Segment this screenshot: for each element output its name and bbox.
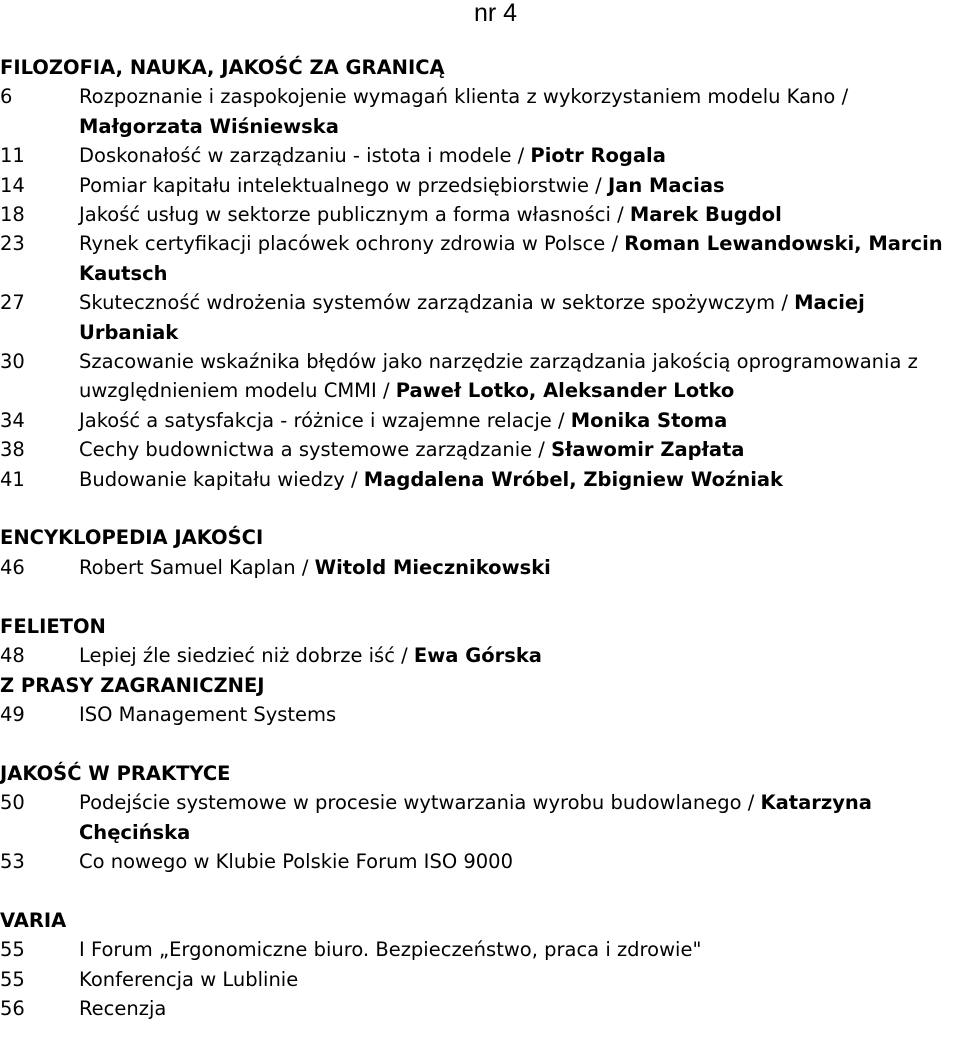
page-number: 53 (0, 849, 25, 873)
spacer (0, 876, 958, 905)
article-author: Małgorzata Wiśniewska (79, 114, 339, 138)
section-heading: ENCYKLOPEDIA JAKOŚCI (0, 526, 264, 550)
article-title: Konferencja w Lublinie (79, 967, 299, 991)
toc-entry (0, 465, 958, 494)
page-number: 38 (0, 438, 25, 462)
toc-entry (0, 200, 958, 229)
article-title: Doskonałość w zarządzaniu - istota i modele / (79, 144, 531, 168)
page-number: 46 (0, 555, 25, 579)
article-author: Katarzyna Chęcińska (79, 791, 872, 844)
toc-entry (0, 847, 958, 876)
page-number: 11 (0, 144, 25, 168)
section-heading: FELIETON (0, 614, 106, 638)
entry-text (79, 788, 958, 847)
entry-text (79, 935, 958, 964)
page-number: 55 (0, 967, 25, 991)
article-author: Sławomir Zapłata (551, 438, 745, 462)
entry-text (79, 965, 958, 994)
page-number: 30 (0, 350, 25, 374)
page-number: 55 (0, 938, 25, 962)
article-author: Jan Macias (607, 173, 725, 197)
toc-entry (0, 406, 958, 435)
page-number: 48 (0, 644, 25, 668)
section-heading: FILOZOFIA, NAUKA, JAKOŚĆ ZA GRANICĄ (0, 56, 445, 79)
toc-entry (0, 994, 958, 1023)
toc-entry (0, 347, 958, 406)
toc-entry (0, 141, 958, 170)
article-title: Jakość a satysfakcja - różnice i wzajemne relacje / (79, 408, 571, 432)
toc-entry (0, 171, 958, 200)
entry-text (79, 288, 958, 347)
toc-entry (0, 641, 958, 670)
page-number: 34 (0, 408, 25, 432)
entry-text (79, 200, 958, 229)
toc-entry (0, 288, 958, 347)
article-title: Budowanie kapitału wiedzy / (79, 467, 364, 491)
article-title: Co nowego w Klubie Polskie Forum ISO 9000 (79, 849, 513, 873)
article-title: Pomiar kapitału intelektualnego w przedsiębiorstwie / (79, 173, 608, 197)
section-varia (0, 906, 958, 1024)
toc-entry (0, 229, 958, 288)
spacer (0, 494, 958, 523)
toc-entry (0, 82, 958, 141)
section-heading: JAKOŚĆ W PRAKTYCE (0, 761, 231, 785)
page-number: 49 (0, 702, 25, 726)
entry-text (79, 171, 958, 200)
article-title: Podejście systemowe w procesie wytwarzania wyrobu budowlanego / (79, 791, 761, 815)
entry-text (79, 847, 958, 876)
page-number: 50 (0, 791, 25, 815)
article-author: Maciej Urbaniak (79, 291, 865, 344)
article-title: Rynek certyfikacji placówek ochrony zdrowia w Polsce / (79, 232, 625, 256)
entry-text (79, 641, 958, 670)
page-number: 23 (0, 232, 25, 256)
article-title: Recenzja (79, 996, 167, 1020)
entry-text (79, 406, 958, 435)
issue-number: nr 4 (474, 0, 518, 27)
section-heading: VARIA (0, 908, 67, 932)
entry-text (79, 82, 958, 141)
toc-entry (0, 700, 958, 729)
entry-text (79, 994, 958, 1023)
article-author: Marek Bugdol (629, 203, 782, 227)
article-title: Rozpoznanie i zaspokojenie wymagań klienta z wykorzystaniem modelu Kano / (79, 85, 849, 109)
article-title: Cechy budownictwa a systemowe zarządzanie / (79, 438, 552, 462)
article-author: Ewa Górska (413, 644, 542, 668)
entry-text (79, 141, 958, 170)
article-author: Roman Lewandowski, Marcin Kautsch (79, 232, 943, 285)
section-filozofia (0, 53, 958, 494)
entry-text (79, 553, 958, 582)
section-felieton (0, 612, 958, 671)
page-number: 56 (0, 996, 25, 1020)
entry-text (79, 347, 958, 406)
article-author: Magdalena Wróbel, Zbigniew Woźniak (363, 467, 784, 491)
article-title: I Forum „Ergonomiczne biuro. Bezpieczeństwo, praca i zdrowie" (79, 938, 702, 962)
section-prasa-zagraniczna (0, 671, 958, 730)
entry-text (79, 435, 958, 464)
spacer (0, 582, 958, 611)
toc-entry (0, 788, 958, 847)
page-number: 6 (0, 85, 13, 109)
toc-entry (0, 935, 958, 964)
section-encyklopedia (0, 523, 958, 582)
article-author: Witold Miecznikowski (314, 555, 551, 579)
article-author: Monika Stoma (570, 408, 728, 432)
article-title: Robert Samuel Kaplan / (79, 555, 315, 579)
page-number: 27 (0, 291, 25, 315)
table-of-contents (0, 53, 958, 1023)
page-number: 41 (0, 467, 25, 491)
section-jakosc-w-praktyce (0, 759, 958, 877)
article-title: Skuteczność wdrożenia systemów zarządzania w sektorze spożywczym / (79, 291, 795, 315)
article-author: Paweł Lotko, Aleksander Lotko (395, 379, 735, 403)
entry-text (79, 229, 958, 288)
page-number: 18 (0, 203, 25, 227)
article-title: Lepiej źle siedzieć niż dobrze iść / (79, 644, 414, 668)
toc-entry (0, 965, 958, 994)
spacer (0, 729, 958, 758)
toc-entry (0, 435, 958, 464)
article-author: Piotr Rogala (530, 144, 666, 168)
article-title: ISO Management Systems (79, 702, 337, 726)
page-number: 14 (0, 173, 25, 197)
article-title: Szacowanie wskaźnika błędów jako narzędzie zarządzania jakością oprogramowania z uwzględnieniem modelu CMMI / (79, 350, 918, 403)
entry-text (79, 465, 958, 494)
toc-entry (0, 553, 958, 582)
article-title: Jakość usług w sektorze publicznym a forma własności / (79, 203, 630, 227)
section-heading: Z PRASY ZAGRANICZNEJ (0, 673, 265, 697)
entry-text (79, 700, 958, 729)
